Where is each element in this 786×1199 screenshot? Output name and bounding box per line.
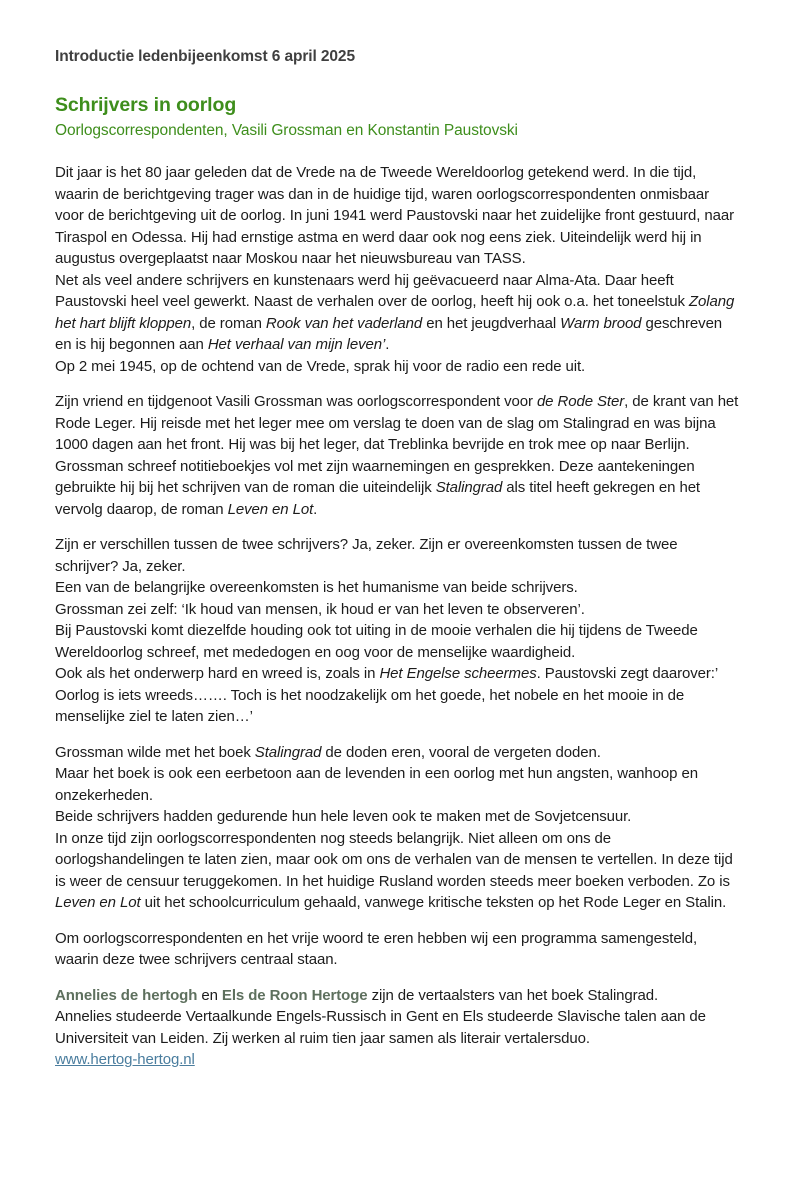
text-run: Dit jaar is het 80 jaar geleden dat de Vrede na de Tweede Wereldoorlog getekend werd. In die tijd, waarin de berichtgeving trager was dan in de huidige tijd, waren oorlogscorrespondenten onmisbaar voor de berichtgeving uit de oorlog. In juni 1941 werd Paustovski naar het zuidelijke front gestuurd, naar Tiraspol en Odessa. Hij had ernstige astma en werd daar ook nog eens ziek. Uiteindelijk werd hij in augustus overgeplaatst naar Moskou naar het nieuwsbureau van TASS. [55,164,734,267]
document-subtitle: Oorlogscorrespondenten, Vasili Grossman en Konstantin Paustovski [55,121,518,139]
text-run: Zijn er verschillen tussen de twee schrijvers? Ja, zeker. Zijn er overeenkomsten tussen de twee schrijver? Ja, zeker. [55,536,678,575]
text-run: Annelies de hertogh [55,986,198,1004]
document-header: Introductie ledenbijeenkomst 6 april 2025 [55,48,355,65]
website-link[interactable]: www.hertog-hertog.nl [55,1051,195,1068]
text-run: In onze tijd zijn oorlogscorrespondenten nog steeds belangrijk. Niet alleen om ons de oorlogshandelingen te laten zien, maar ook om ons de verhalen van de mensen te vertellen. In deze tijd is weer de censuur teruggekomen. In het huidige Rusland worden steeds meer boeken verboden. Zo is [55,829,733,890]
text-run: Bij Paustovski komt diezelfde houding ook tot uiting in de mooie verhalen die hij tijdens de Tweede Wereldoorlog schreef, met mededogen en oog voor de menselijke waardigheid. [55,622,698,661]
text-run: Stalingrad [435,479,503,496]
page-title: Schrijvers in oorlog [55,93,237,116]
text-run: Stalingrad [254,743,322,761]
text-run: Net als veel andere schrijvers en kunstenaars werd hij geëvacueerd naar Alma-Ata. Daar heeft Paustovski heel veel gewerkt. Naast de verhalen over de oorlog, heeft hij ook o.a. het toneelstuk [55,271,689,310]
paragraph [55,985,741,1071]
text-run: Ook als het onderwerp hard en wreed is, zoals in [55,665,380,682]
text-run: Leven en Lot [227,500,314,518]
text-run: de doden eren, vooral de vergeten doden. [321,743,601,761]
text-run: zijn de vertaalsters van het boek Stalingrad. [367,986,659,1004]
text-run: Zijn vriend en tijdgenoot Vasili Grossman was oorlogscorrespondent voor [55,393,537,410]
text-run: uit het schoolcurriculum gehaald, vanwege kritische teksten op het Rode Leger en Stalin. [140,894,727,911]
text-run: geschreven en is hij begonnen aan [55,314,723,353]
text-run: . [385,336,390,353]
text-run: Zolang het hart blijft kloppen [55,293,735,332]
text-run: Annelies studeerde Vertaalkunde Engels-Russisch in Gent en Els studeerde Slavische talen aan de Universiteit van Leiden. Zij werken al ruim tien jaar samen als literair vertalersduo. [55,1008,706,1047]
text-run: , de krant van het Rode Leger. Hij reisde met het leger mee om verslag te doen van de slag om Stalingrad en was bijna 1000 dagen aan het front. Hij was bij het leger, dat Treblinka bevrijde en trok mee op naar Berlijn. Grossman schreef notitieboekjes vol met zijn waarnemingen en gesprekken. Deze aantekeningen gebruikte hij bij het schrijven van de roman die uiteindelijk [55,393,739,496]
text-run: Els de Roon Hertoge [221,986,368,1004]
text-run: Maar het boek is ook een eerbetoon aan de levenden in een oorlog met hun angsten, wanhoop en onzekerheden. [55,765,698,804]
text-run: Rook van het vaderland [265,314,423,332]
text-run: Een van de belangrijke overeenkomsten is het humanisme van beide schrijvers. [55,579,578,596]
paragraph [55,391,741,520]
document-body [55,162,741,1071]
text-run: Op 2 mei 1945, op de ochtend van de Vrede, sprak hij voor de radio een rede uit. [55,357,586,375]
text-run: . Paustovski zegt daarover:’ Oorlog is iets wreeds……. Toch is het noodzakelijk om het goede, het nobele en het mooie in de menselijke ziel te laten zien…’ [55,665,718,725]
text-run: Het verhaal van mijn leven’ [207,336,386,353]
text-run: , de roman [191,314,266,332]
paragraph [55,534,741,728]
paragraph [55,162,741,377]
text-run: Beide schrijvers hadden gedurende hun hele leven ook te maken met de Sovjetcensuur. [55,808,632,825]
text-run: Om oorlogscorrespondenten en het vrije woord te eren hebben wij een programma samengesteld, waarin deze twee schrijvers centraal staan. [55,929,698,968]
text-run: . [313,500,318,518]
text-run: als titel heeft gekregen en het vervolg daarop, de roman [55,479,701,518]
text-run: Grossman zei zelf: ‘Ik houd van mensen, ik houd er van het leven te observeren’. [55,600,585,618]
paragraph [55,742,741,914]
paragraph [55,928,741,971]
text-run: en [197,986,222,1004]
text-run: Leven en Lot [55,894,141,911]
text-run: de Rode Ster [536,393,625,410]
text-run: Warm brood [560,314,642,332]
text-run: Grossman wilde met het boek [55,743,255,761]
text-run: en het jeugdverhaal [422,314,561,332]
text-run: Het Engelse scheermes [379,665,537,682]
